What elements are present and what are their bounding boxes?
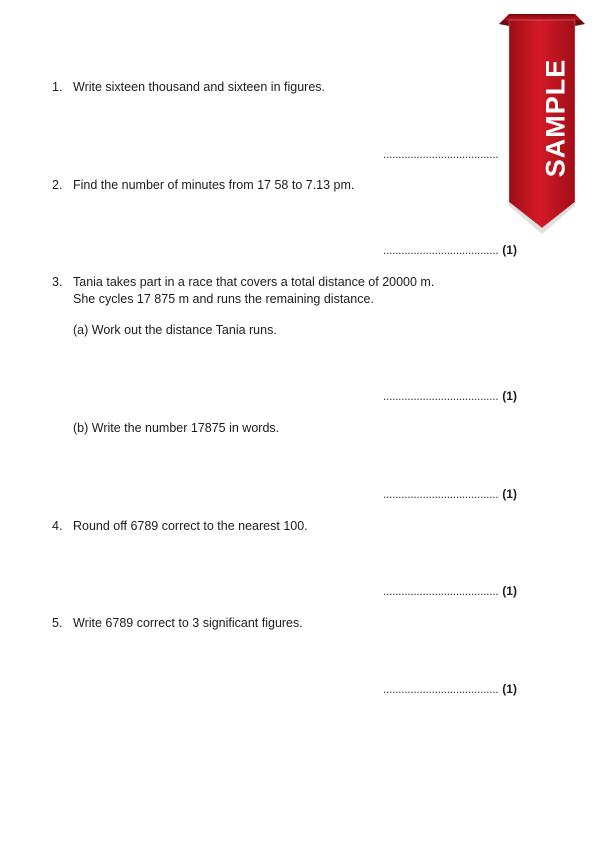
- answer-dots: ......................................: [383, 147, 499, 161]
- answer-dots: ......................................: [383, 682, 499, 696]
- answer-line-4[interactable]: [383, 584, 517, 598]
- question-text: Write 6789 correct to 3 significant figures.: [73, 616, 303, 630]
- question-text: Tania takes part in a race that covers a total distance of 20000 m.: [73, 275, 435, 289]
- question-number: 1.: [52, 80, 63, 94]
- answer-line-1[interactable]: [383, 147, 498, 161]
- ribbon-label: SAMPLE: [540, 58, 571, 178]
- question-number: 4.: [52, 519, 63, 533]
- mark-label: (1): [502, 487, 517, 501]
- answer-dots: ......................................: [383, 487, 499, 501]
- ribbon-url: WWW.TESTPAPER.COM.MY: [576, 63, 584, 169]
- question-text: She cycles 17 875 m and runs the remaining distance.: [73, 292, 374, 306]
- question-part-b: (b) Write the number 17875 in words.: [73, 421, 280, 435]
- answer-line-2[interactable]: [383, 243, 517, 257]
- answer-dots: ......................................: [383, 584, 499, 598]
- mark-label: (1): [502, 389, 517, 403]
- question-number: 3.: [52, 275, 63, 289]
- question-number: 5.: [52, 616, 63, 630]
- answer-line-3a[interactable]: [383, 389, 517, 403]
- question-number: 2.: [52, 178, 63, 192]
- answer-line-5[interactable]: [383, 682, 517, 696]
- question-part-a: (a) Work out the distance Tania runs.: [73, 323, 277, 337]
- question-text: Find the number of minutes from 17 58 to 7.13 pm.: [73, 178, 355, 192]
- answer-dots: ......................................: [383, 243, 499, 257]
- answer-line-3b[interactable]: [383, 487, 517, 501]
- answer-dots: ......................................: [383, 389, 499, 403]
- question-text: Write sixteen thousand and sixteen in figures.: [73, 80, 325, 94]
- mark-label: (1): [502, 243, 517, 257]
- mark-label: (1): [502, 682, 517, 696]
- question-text: Round off 6789 correct to the nearest 100.: [73, 519, 308, 533]
- mark-label: (1): [502, 584, 517, 598]
